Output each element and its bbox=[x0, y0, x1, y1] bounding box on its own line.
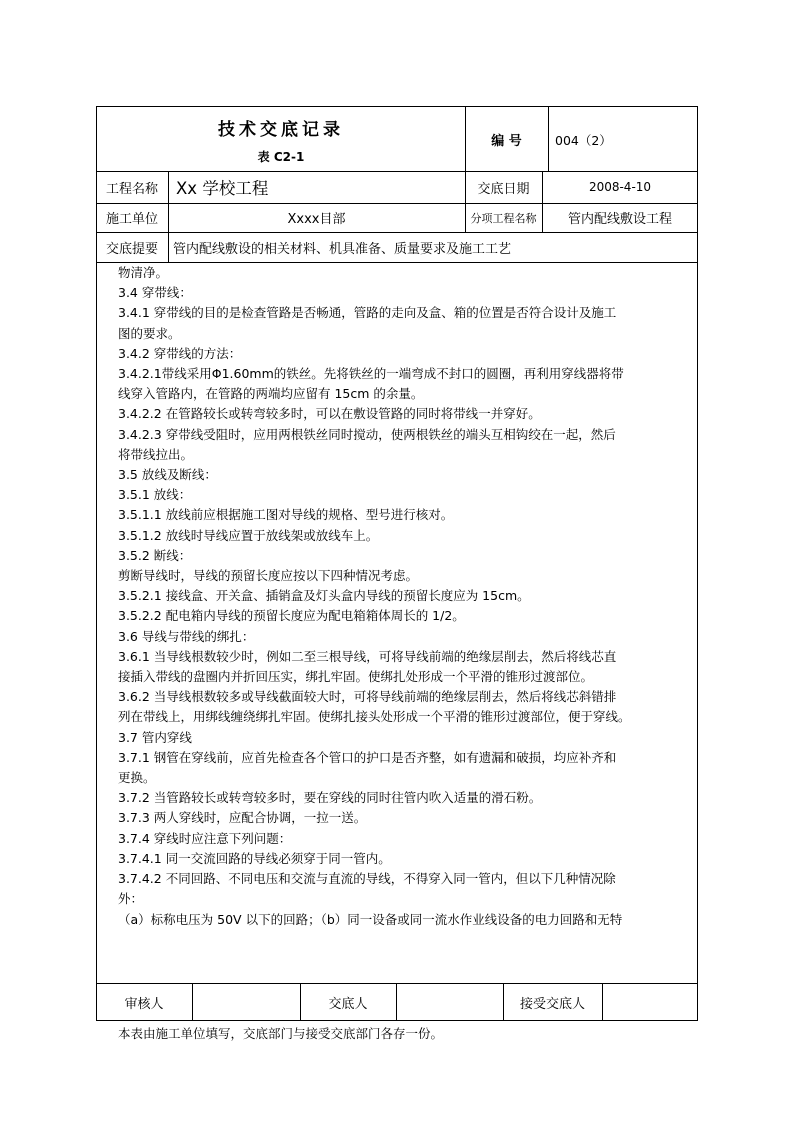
unit-value: Xxxx目部 bbox=[287, 212, 346, 227]
content-line: 3.5.2.2 配电箱内导线的预留长度应为配电箱箱体周长的 1/2。 bbox=[118, 608, 465, 624]
content-line: 3.4.2.1带线采用Φ1.60mm的铁丝。先将铁丝的一端弯成不封口的圆圈，再利用穿线器将带 bbox=[118, 366, 624, 382]
receiver-label: 接受交底人 bbox=[519, 996, 585, 1012]
content-line: 3.5.1 放线： bbox=[118, 487, 192, 503]
footer-note: 本表由施工单位填写，交底部门与接受交底部门各存一份。 bbox=[118, 1026, 444, 1041]
content-line: 线穿入管路内，在管路的两端均应留有 15cm 的余量。 bbox=[118, 386, 424, 402]
content-line: 外： bbox=[118, 891, 144, 907]
reviewer-label: 审核人 bbox=[124, 996, 164, 1012]
form-number: 表 C2-1 bbox=[257, 150, 305, 164]
project-name-value: Xx 学校工程 bbox=[176, 179, 269, 198]
number-label: 编 号 bbox=[491, 133, 522, 149]
content-line: 3.7 管内穿线 bbox=[118, 729, 192, 745]
subproject-value: 管内配线敷设工程 bbox=[567, 212, 672, 227]
unit-label: 施工单位 bbox=[105, 212, 158, 227]
content-line: 3.5.1.2 放线时导线应置于放线架或放线车上。 bbox=[118, 527, 379, 543]
disclosure-content bbox=[118, 263, 688, 930]
date-label: 交底日期 bbox=[477, 181, 530, 197]
content-line: 3.4.2.3 穿带线受阻时，应用两根铁丝同时搅动，使两根铁丝的端头互相钩绞在一起，然后 bbox=[118, 426, 616, 442]
number-value: 004（2） bbox=[555, 133, 612, 148]
content-line: 3.5.2.1 接线盒、开关盒、插销盒及灯头盒内导线的预留长度应为 15cm。 bbox=[118, 588, 530, 604]
content-line: 3.5 放线及断线： bbox=[118, 467, 217, 483]
content-line: 列在带线上，用绑线缠绕绑扎牢固。使绑扎接头处形成一个平滑的锥形过渡部位，便于穿线。 bbox=[118, 709, 631, 725]
content-line: （a）标称电压为 50V 以下的回路；（b）同一设备或同一流水作业线设备的电力回路和无特 bbox=[118, 911, 623, 927]
content-line: 3.6.1 当导线根数较少时，例如二至三根导线，可将导线前端的绝缘层削去，然后将线芯直 bbox=[118, 648, 617, 664]
content-line: 3.7.4.2 不同回路、不同电压和交流与直流的导线，不得穿入同一管内，但以下几种情况除 bbox=[118, 871, 616, 887]
content-line: 3.5.2 断线： bbox=[118, 547, 192, 563]
content-line: 接插入带线的盘圈内并折回压实，绑扎牢固。使绑扎处形成一个平滑的锥形过渡部位。 bbox=[118, 669, 594, 685]
discloser-label: 交底人 bbox=[328, 996, 368, 1012]
content-line: 物清净。 bbox=[118, 265, 169, 280]
content-line: 3.7.2 当管路较长或转弯较多时，要在穿线的同时往管内吹入适量的滑石粉。 bbox=[118, 790, 542, 806]
content-line: 3.7.3 两人穿线时，应配合协调，一拉一送。 bbox=[118, 810, 367, 826]
content-line: 3.6 导线与带线的绑扎： bbox=[118, 628, 255, 644]
content-line: 3.4 穿带线： bbox=[118, 285, 192, 301]
content-line: 将带线拉出。 bbox=[118, 446, 194, 462]
content-line: 3.7.1 钢管在穿线前，应首先检查各个管口的护口是否齐整，如有遗漏和破损，均应补齐和 bbox=[118, 749, 617, 765]
content-line: 图的要求。 bbox=[118, 325, 181, 341]
subproject-label: 分项工程名称 bbox=[470, 211, 537, 225]
content-line: 3.4.2 穿带线的方法： bbox=[118, 345, 242, 361]
summary-label: 交底提要 bbox=[105, 241, 158, 257]
receiver-signature bbox=[602, 983, 698, 1021]
discloser-signature bbox=[396, 983, 503, 1021]
content-line: 3.4.2.2 在管路较长或转弯较多时，可以在敷设管路的同时将带线一并穿好。 bbox=[118, 406, 541, 422]
content-line: 3.5.1.1 放线前应根据施工图对导线的规格、型号进行核对。 bbox=[118, 507, 454, 523]
content-line: 剪断导线时，导线的预留长度应按以下四种情况考虑。 bbox=[118, 568, 419, 584]
divider bbox=[548, 106, 549, 172]
project-name-label: 工程名称 bbox=[105, 181, 158, 197]
content-line: 3.7.4 穿线时应注意下列问题： bbox=[118, 830, 292, 846]
reviewer-signature bbox=[192, 983, 300, 1021]
content-line: 更换。 bbox=[118, 770, 156, 786]
date-value: 2008-4-10 bbox=[588, 180, 652, 194]
content-line: 3.6.2 当导线根数较多或导线截面较大时，可将导线前端的绝缘层削去，然后将线芯斜错排 bbox=[118, 689, 617, 705]
form-title: 技术交底记录 bbox=[218, 120, 344, 140]
content-line: 3.4.1 穿带线的目的是检查管路是否畅通，管路的走向及盒、箱的位置是否符合设计及施工 bbox=[118, 305, 617, 321]
content-line: 3.7.4.1 同一交流回路的导线必须穿于同一管内。 bbox=[118, 850, 391, 866]
summary-value: 管内配线敷设的相关材料、机具准备、质量要求及施工工艺 bbox=[173, 241, 512, 257]
